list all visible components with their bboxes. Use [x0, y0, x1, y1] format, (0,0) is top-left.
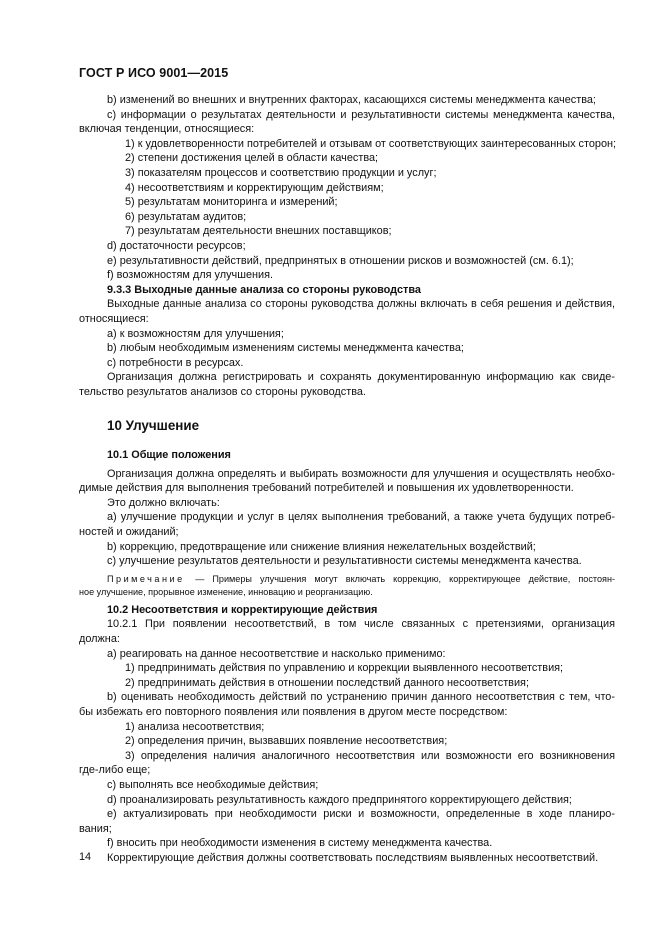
text-line: вания; — [79, 822, 112, 835]
text-line: 2) степени достижения целей в области качества; — [125, 152, 379, 165]
text-line: включая тенденции, относящиеся: — [79, 123, 255, 136]
text-line: c) потребности в ресурсах. — [107, 356, 244, 369]
text-line: a) к возможностям для улучшения; — [107, 327, 284, 340]
subsection-heading: 10.2 Несоответствия и корректирующие действия — [107, 603, 378, 616]
text-line: 5) результатам мониторинга и измерений; — [125, 196, 338, 209]
text-line: 1) к удовлетворенности потребителей и отзывам от соответствующих заинтересованных сторон; — [125, 137, 617, 150]
subsection-heading: 9.3.3 Выходные данные анализа со стороны руководства — [107, 283, 421, 296]
text-line: Выходные данные анализа со стороны руководства должны включать в себя решения и действия, — [107, 298, 615, 311]
text-line: относящиеся: — [79, 312, 149, 325]
page-body — [79, 93, 615, 866]
text-line: 10.2.1 При появлении несоответствий, в том числе связанных с претензиями, организация — [107, 618, 615, 631]
note-text: — Примеры улучшения могут включать коррекцию, корректирующее действие, постоян- — [195, 573, 615, 584]
text-line: a) улучшение продукции и услуг в целях выполнения требований, а также учета будущих потреб- — [107, 511, 615, 524]
text-line: f) вносить при необходимости изменения в систему менеджмента качества. — [107, 837, 493, 850]
text-line: Организация должна регистрировать и сохранять документированную информацию как свиде- — [107, 371, 615, 384]
text-line: где-либо еще; — [79, 764, 151, 777]
text-line: 3) показателям процессов и соответствию продукции и услуг; — [125, 166, 437, 179]
text-line: должна: — [79, 633, 120, 645]
text-line: c) информации о результатах деятельности и результативности системы менеджмента качества, — [107, 108, 615, 121]
text-line: Организация должна определять и выбирать возможности для улучшения и осуществлять необхо- — [107, 467, 615, 480]
text-line: 7) результатам деятельности внешних поставщиков; — [125, 225, 392, 238]
text-line: f) возможностям для улучшения. — [107, 269, 274, 282]
text-line: c) выполнять все необходимые действия; — [107, 778, 319, 791]
text-line: b) коррекцию, предотвращение или снижение влияния нежелательных воздействий; — [107, 540, 536, 553]
page-number: 14 — [79, 851, 92, 863]
text-line: b) изменений во внешних и внутренних факторах, касающихся системы менеджмента качества; — [107, 94, 596, 106]
section-heading: 10 Улучшение — [107, 418, 200, 434]
note-line — [79, 573, 615, 586]
text-line: димые действия для выполнения требований потребителей и повышения их удовлетворенности. — [79, 482, 574, 495]
text-line: Корректирующие действия должны соответствовать последствиям выявленных несоответствий. — [107, 851, 599, 864]
text-line: 1) анализа несоответствия; — [125, 720, 265, 733]
text-line: 3) определения наличия аналогичного несоответствия или возможности его возникновения — [125, 749, 615, 762]
text-line: b) оценивать необходимость действий по устранению причин данного несоответствия с тем, что- — [107, 691, 615, 704]
standard-header: ГОСТ Р ИСО 9001—2015 — [79, 66, 229, 80]
text-line: e) результативности действий, предпринятых в отношении рисков и возможностей (см. 6.1); — [107, 254, 574, 267]
note-label: Примечание — [107, 573, 196, 584]
text-line: тельство результатов анализов со стороны руководства. — [79, 385, 366, 398]
text-line: 1) предпринимать действия по управлению и коррекции выявленного несоответствия; — [125, 662, 564, 675]
text-line: ное улучшение, прорывное изменение, инновацию и реорганизацию. — [79, 586, 373, 597]
text-line: 4) несоответствиям и корректирующим действиям; — [125, 181, 384, 194]
text-line: ностей и ожиданий; — [79, 526, 179, 539]
text-line: бы избежать его повторного появления или появления в другом месте посредством: — [79, 705, 508, 718]
text-line: 6) результатам аудитов; — [125, 210, 247, 223]
text-line: d) проанализировать результативность каждого предпринятого корректирующего действия; — [107, 793, 572, 806]
text-line: Это должно включать: — [107, 496, 220, 509]
text-line: c) улучшение результатов деятельности и результативности системы менеджмента качества. — [107, 555, 582, 568]
text-line: a) реагировать на данное несоответствие и насколько применимо: — [107, 647, 446, 660]
text-line: b) любым необходимым изменениям системы менеджмента качества; — [107, 342, 464, 355]
text-line: 2) определения причин, вызвавших появление несоответствия; — [125, 735, 448, 748]
text-line: e) актуализировать при необходимости риски и возможности, определенные в ходе планиро- — [107, 808, 615, 821]
text-line: 2) предпринимать действия в отношении последствий данного несоответствия; — [125, 676, 529, 689]
subsection-heading: 10.1 Общие положения — [107, 449, 231, 462]
text-line: d) достаточности ресурсов; — [107, 239, 246, 252]
